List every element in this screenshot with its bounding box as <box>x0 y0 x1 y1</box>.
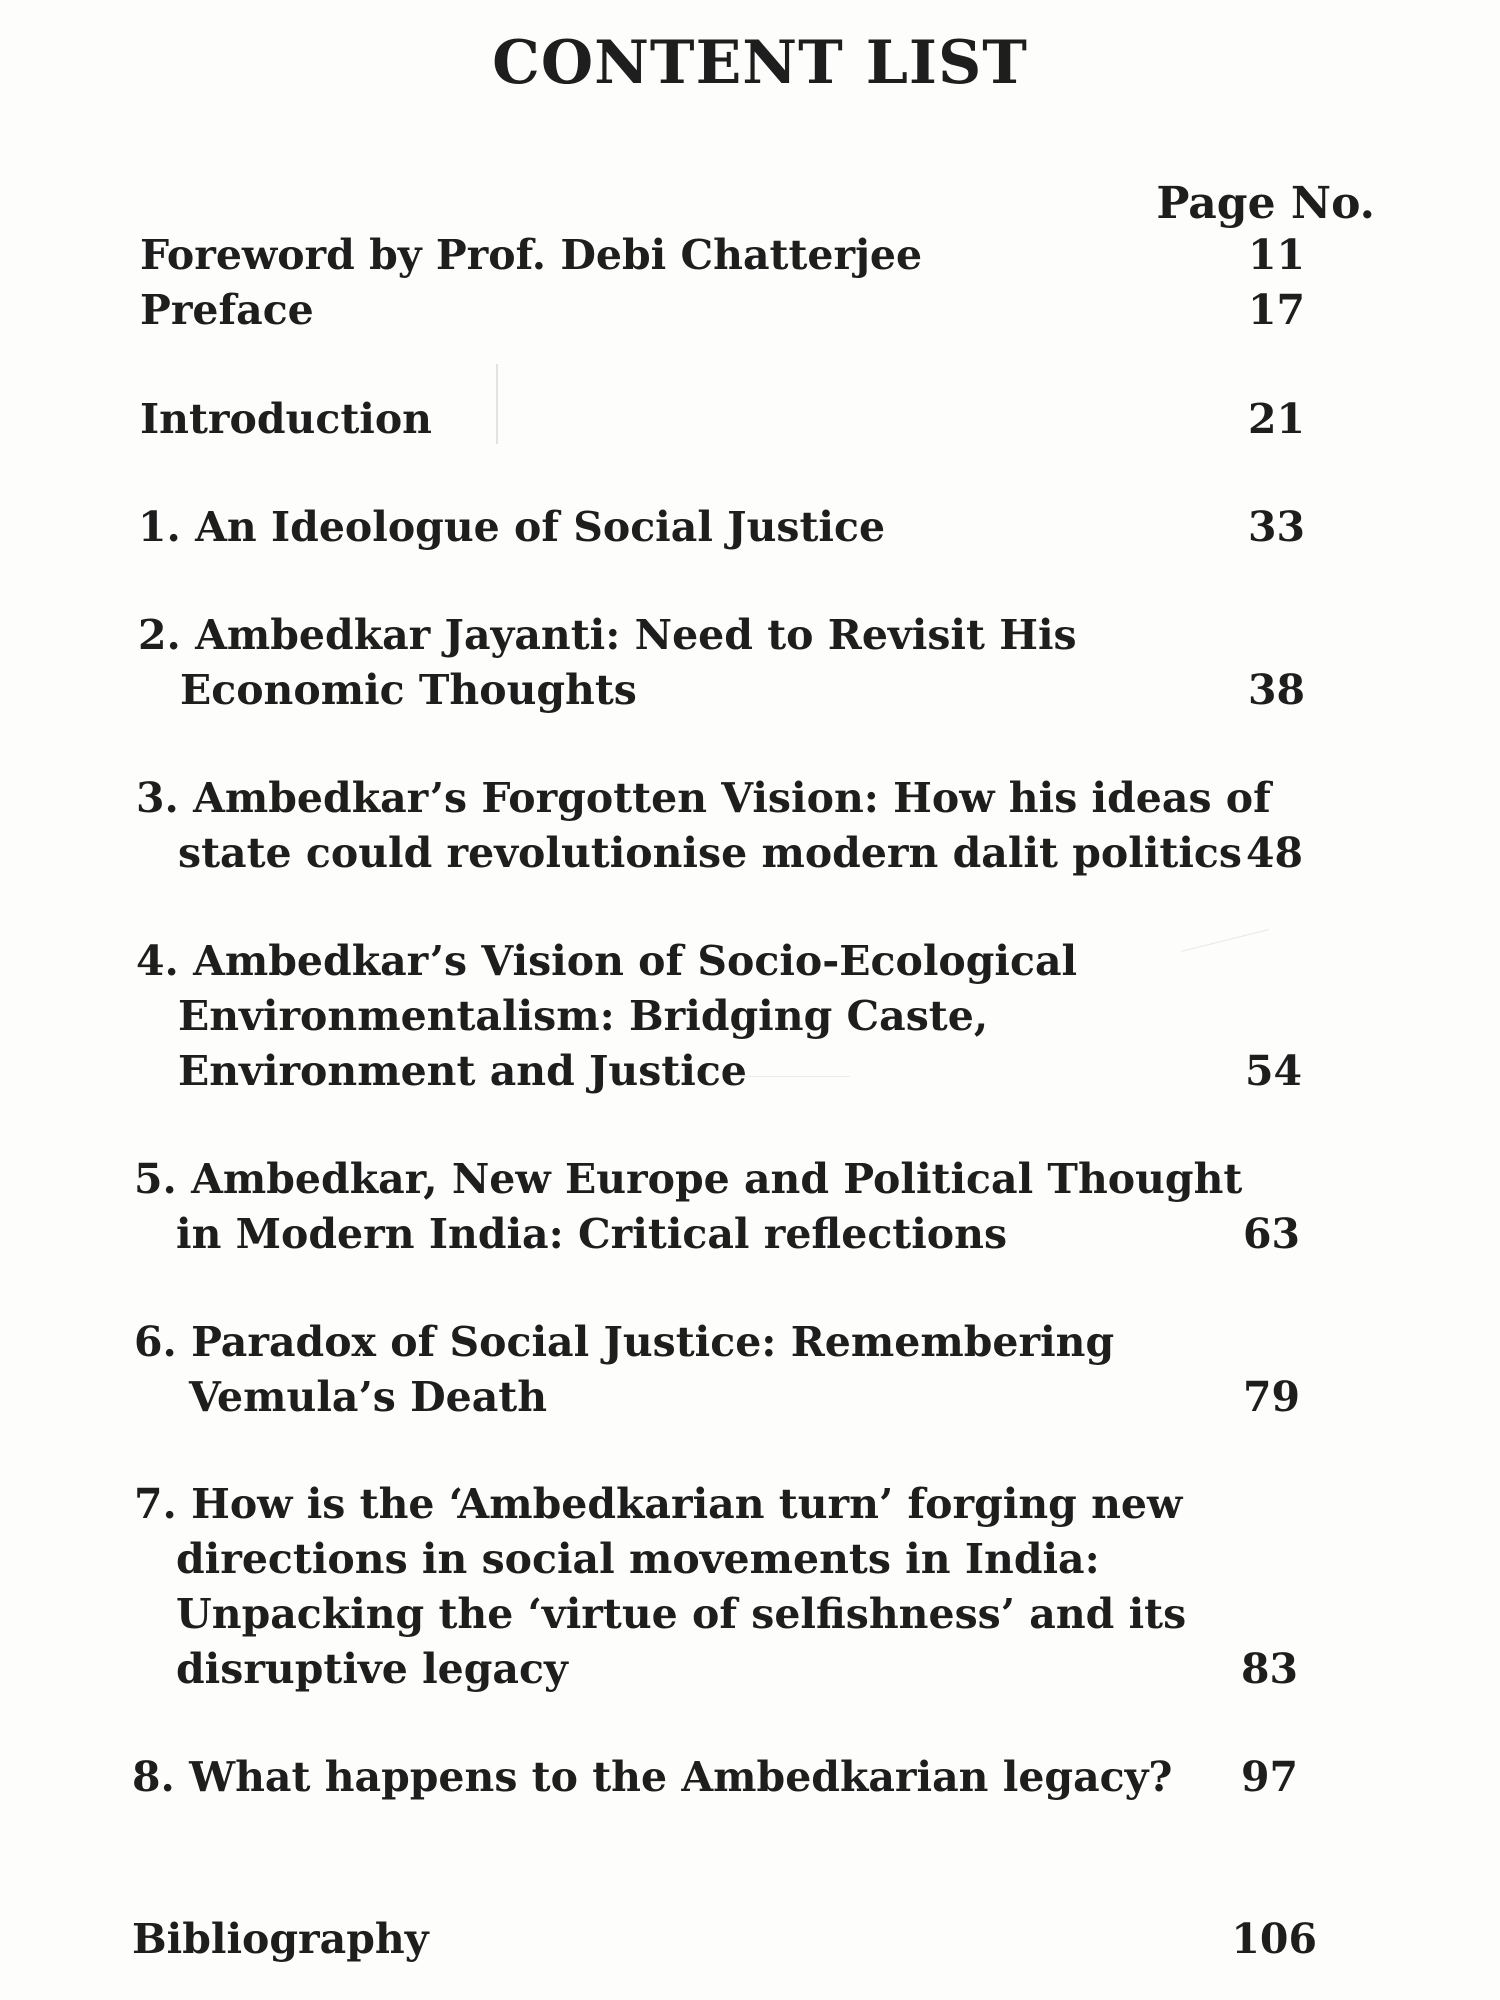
toc-entry-page-number: 63 <box>1242 1210 1300 1258</box>
toc-entry-page-number: 17 <box>1247 286 1305 334</box>
toc-entry-text: 3. Ambedkar’s Forgotten Vision: How his ideas of <box>136 774 1271 822</box>
toc-entry-text: directions in social movements in India: <box>176 1535 1100 1583</box>
toc-entry-text: 1. An Ideologue of Social Justice <box>138 503 886 551</box>
toc-entry-chapter-1[interactable] <box>138 500 885 555</box>
toc-entry-page-number: 83 <box>1240 1645 1298 1693</box>
toc-entry-preface[interactable] <box>140 283 314 338</box>
toc-entry-text: Bibliography <box>132 1915 429 1963</box>
toc-entry-page-number: 38 <box>1247 666 1305 714</box>
toc-entry-text: in Modern India: Critical reflections <box>176 1210 1008 1258</box>
toc-entry-chapter-4[interactable] <box>136 934 1077 1099</box>
toc-entry-page-number: 54 <box>1244 1047 1302 1095</box>
toc-entry-chapter-2[interactable] <box>138 608 1077 718</box>
toc-entry-chapter-5[interactable] <box>134 1152 1242 1262</box>
toc-entry-text: 8. What happens to the Ambedkarian legacy? <box>132 1753 1173 1801</box>
scan-artifact <box>496 364 498 444</box>
toc-entry-text: Environmentalism: Bridging Caste, <box>178 992 989 1040</box>
toc-entry-text: 5. Ambedkar, New Europe and Political Thought <box>134 1155 1243 1203</box>
scan-artifact <box>740 1076 850 1077</box>
page-title: CONTENT LIST <box>492 28 1028 98</box>
toc-entry-page-number: 48 <box>1245 829 1303 877</box>
toc-entry-chapter-6[interactable] <box>134 1315 1114 1425</box>
toc-entry-text: Preface <box>140 286 314 334</box>
toc-entry-chapter-7[interactable] <box>134 1477 1186 1697</box>
toc-entry-page-number: 79 <box>1242 1373 1300 1421</box>
toc-entry-text: 4. Ambedkar’s Vision of Socio-Ecological <box>136 937 1078 985</box>
toc-entry-text: Foreword by Prof. Debi Chatterjee <box>140 231 923 279</box>
toc-entry-introduction[interactable] <box>140 392 432 447</box>
toc-entry-text: 2. Ambedkar Jayanti: Need to Revisit His <box>138 611 1077 659</box>
toc-entry-text: Vemula’s Death <box>189 1373 548 1421</box>
page-number-column-header: Page No. <box>1156 178 1375 229</box>
toc-entry-text: 6. Paradox of Social Justice: Remembering <box>134 1318 1115 1366</box>
toc-entry-page-number: 33 <box>1247 503 1305 551</box>
toc-entry-page-number: 97 <box>1240 1753 1298 1801</box>
toc-entry-text: state could revolutionise modern dalit politics <box>178 829 1242 877</box>
toc-entry-foreword[interactable] <box>140 228 922 283</box>
toc-entry-chapter-3[interactable] <box>136 771 1271 881</box>
toc-entry-text: Introduction <box>140 395 432 443</box>
toc-entry-page-number: 106 <box>1231 1915 1317 1963</box>
toc-entry-text: disruptive legacy <box>176 1645 568 1693</box>
toc-entry-page-number: 11 <box>1247 231 1305 279</box>
toc-entry-text: Environment and Justice <box>178 1047 747 1095</box>
toc-entry-page-number: 21 <box>1247 395 1305 443</box>
toc-entry-text: 7. How is the ‘Ambedkarian turn’ forging new <box>134 1480 1183 1528</box>
toc-entry-text: Economic Thoughts <box>180 666 637 714</box>
scan-artifact <box>1181 929 1269 952</box>
toc-entry-chapter-8[interactable] <box>132 1750 1172 1805</box>
toc-entry-text: Unpacking the ‘virtue of selfishness’ and its <box>176 1590 1187 1638</box>
toc-entry-bibliography[interactable] <box>132 1912 429 1967</box>
